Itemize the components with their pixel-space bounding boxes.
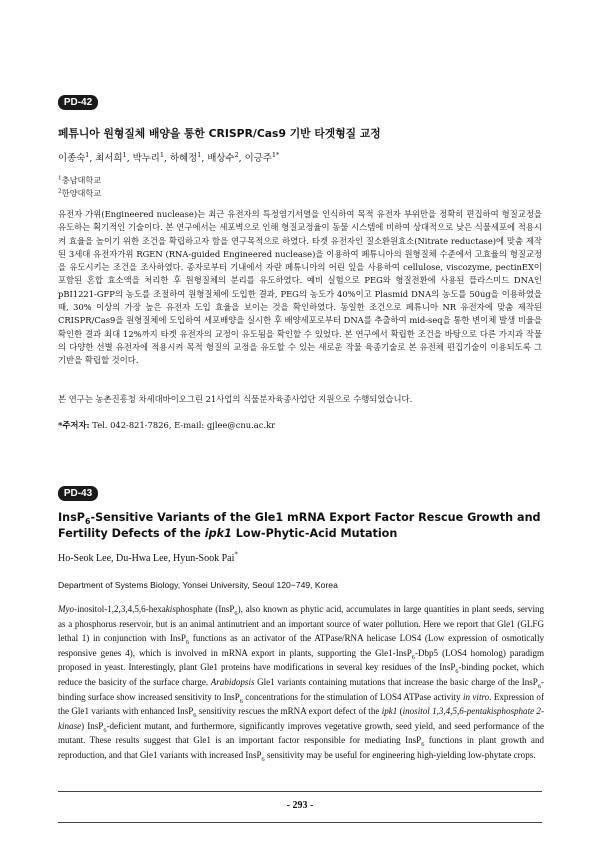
abstract-title: InsP$_6$-Sensitive Variants of the Gle1 mRNA Export Factor Rescue Growth and Fertility Defects of the ipk1 Low-Phytic-Acid Mutation (58, 511, 541, 540)
affiliation: $^2$한양대학교 (58, 188, 102, 198)
page-number: - 293 - (286, 800, 314, 811)
abstract-badge: PD-43 (58, 486, 98, 501)
abstract-title: 페튜니아 원형질체 배양을 통한 CRISPR/Cas9 기반 타겟형질 교정 (58, 127, 381, 140)
abstract-badge: PD-42 (58, 95, 98, 110)
author-list: Ho-Seok Lee, Du-Hwa Lee, Hyun-Sook Pai* (58, 550, 238, 564)
affiliation: $^1$충남대학교 (58, 175, 102, 185)
abstract-body: Myo-inositol-1,2,3,4,5,6-hexakisphosphate (InsP$_6$), also known as phytic acid, accumulates in large quantities in plant seeds, serving as a phosphorus reservoir, but is an animal antinutrient and an important source of water pollution. Here we report that Gle1 (GLFG lethal 1) in conjunction with InsP$_6$ functions as an activator of the ATPase/RNA helicase LOS4 (Low expression of osmotically responsive genes 4), which is involved in mRNA export in plants, supporting the Gle1-InsP$_6$-Dbp5 (LOS4 homolog) paradigm proposed in yeast. Interestingly, plant Gle1 proteins have modifications in several key residues of the InsP$_6$-binding pocket, which reduce the basicity of the surface charge. Arabidopsis Gle1 variants containing mutations that increase the basic charge of the InsP$_6$-binding surface show increased sensitivity to InsP$_6$ concentrations for the stimulation of LOS4 ATPase activity in vitro. Expression of the Gle1 variants with enhanced InsP$_6$ sensitivity rescues the mRNA export defect of the ipk1 (inositol 1,3,4,5,6-pentakisphosphate 2-kinase) InsP$_6$-deficient mutant, and furthermore, significantly improves vegetative growth, seed yield, and seed performance of the mutant. These results suggest that Gle1 is an important factor responsible for mediating InsP$_6$ functions in plant growth and reproduction, and that Gle1 variants with increased InsP$_6$ sensitivity may be useful for engineering high-yielding low-phytate crops. (58, 604, 545, 763)
funding-note: 본 연구는 농촌진흥청 차세대바이오그린 21사업의 식물분자육종사업단 지원으로 수행되었습니다. (58, 394, 413, 404)
author-name: 하혜정$^1$ (169, 150, 202, 164)
author-name: 이긍주$^{1*}$ (244, 150, 280, 164)
footer-rule (58, 791, 542, 792)
abstract-body: 유전자 가위(Engineered nuclease)는 최근 유전자의 특정염기서열을 인식하여 목적 유전자 부위만을 정확히 편집하여 형질교정을 유도하는 획기적인 기술이다. 본 연구에서는 세포벽으로 인해 형질교정율이 동물 시스템에 비하여 상대적으로 낮은 식물세포에 적용시켜 효율을 높이기 위한 조건을 확립하고자 함을 연구목적으로 하였다. 타겟 유전자인 질소환원효소(Nitrate reductase)에 맞춤 제작된 3세대 유전자가위 RGEN (RNA-guided Engineered nuclease)을 이용하여 페튜니아의 원형질체 수준에서 고효율의 형질교정을 유도시키는 조건을 조사하였다. 종자로부터 기내에서 자란 페튜니아의 어린 잎을 사용하여 cellulose, viscozyme, pectinEX이 포함된 혼합 효소액을 처리한 후 원형질체의 분리를 유도하였다. 예비 실험으로 PEG와 형질전환에 사용된 플라스미드 DNA인 pBI1221-GFP의 농도를 조절하여 원형질체에 도입한 결과, PEG의 농도가 40%이고 Plasmid DNA의 농도를 50ug을 이용하였을 때, 30% 이상의 가장 높은 유전자 도입 효율을 보이는 것을 확인하였다. 동일한 조건으로 페튜니아 NR 유전자에 맞춤 제작된 CRISPR/Cas9을 원형질체에 도입하여 세포배양을 실시한 후 배양세포로부터 DNA를 추출하여 mid-seq을 통한 변이체 발생 비율을 확인한 결과 최대 12%까지 타겟 유전자의 교정이 유도됨을 확인할 수 있었다. 본 연구에서 확립한 조건을 바탕으로 다른 가지과 작물의 다양한 선별 유전자에 적용시켜 목적 형질의 교정을 유도할 수 있는 새로운 작물 육종기술로 본 유전체 편집기술이 이용되도록 그 기반을 확립할 것이다. (58, 209, 542, 366)
author-name: 이종숙$^1$ (58, 150, 90, 164)
footer-rule (58, 822, 542, 823)
author-name: 최서희$^1$ (95, 150, 127, 164)
affiliation: Department of Systems Biology, Yonsei University, Seoul 120−749, Korea (58, 580, 338, 590)
contact-info: *주저자: Tel. 042-821-7826, E-mail: gjlee@cnu.ac.kr (58, 420, 276, 430)
author-name: 배상수$^2$ (207, 150, 239, 164)
author-name: 박누리$^1$ (132, 150, 165, 164)
author-list: 이종숙$^1$, 최서희$^1$, 박누리$^1$, 하혜정$^1$, 배상수$^2$, 이긍주$^{1*}$ (58, 150, 280, 164)
